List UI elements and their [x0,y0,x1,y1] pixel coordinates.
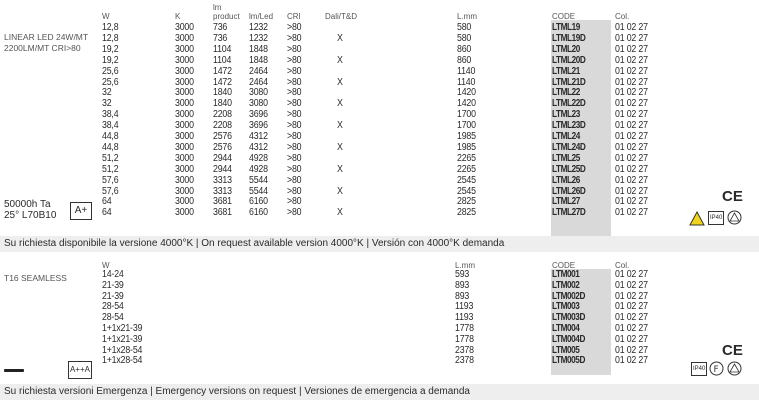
cell-lm-product: 3681 [213,196,232,208]
cell-w: 32 [102,87,112,99]
cell-lm-led: 2464 [249,65,268,77]
cell-lm-led: 5544 [249,185,268,197]
cell-k: 3000 [175,87,194,99]
cell-k: 3000 [175,109,194,121]
cell2-code: LTM003 [552,301,580,313]
cell-lmm: 2825 [457,196,476,208]
cell2-col: 01 02 27 [615,290,648,302]
cell-col: 01 02 27 [615,163,648,175]
cell-col: 01 02 27 [615,76,648,88]
cell2-code: LTM005D [552,355,585,367]
cell2-col: 01 02 27 [615,355,648,367]
triangle-circle-icon [727,361,742,376]
cell-lm-product: 2208 [213,109,232,121]
cell-col: 01 02 27 [615,22,648,33]
energy-class-badge-2: A++A [68,361,92,379]
product-description [4,32,88,54]
cell-w: 44,8 [102,131,119,142]
header2-lmm: L.mm [455,261,475,270]
cell-lmm: 1700 [457,109,476,121]
note-emergency-text: Su richiesta versioni Emergenza | Emergency versions on request | Versiones de emergencia a demanda [4,386,470,397]
cell-lm-led: 1848 [249,43,268,55]
cell-k: 3000 [175,163,194,175]
cell-col: 01 02 27 [615,65,648,77]
ce-mark-1: CE [722,188,743,205]
cell2-code: LTM005 [552,344,580,356]
cell-code: LTML22 [552,87,580,99]
cell-cri: >80 [287,76,302,88]
cell-code: LTML25 [552,152,580,164]
note-4000k-text: Su richiesta disponibile la versione 4000°K | On request available version 4000°K | Versión con 4000°K demanda [4,238,505,249]
cell-k: 3000 [175,196,194,208]
cell-lm-led: 1232 [249,22,268,33]
cell-lm-led: 1848 [249,54,268,66]
cell2-lmm: 1778 [455,323,474,334]
cell-cri: >80 [287,163,302,175]
cell-lmm: 1700 [457,120,476,132]
cell2-lmm: 1778 [455,333,474,345]
ip-rating-icon: IP40 [708,211,724,225]
cell2-code: LTM002 [552,279,580,291]
cell-code: LTML21 [552,65,580,77]
cell-lm-led: 6160 [249,207,268,219]
cell-lm-product: 1472 [213,65,232,77]
cell-lm-led: 3696 [249,109,268,121]
cell-col: 01 02 27 [615,98,648,110]
cell2-w: 1+1x21-39 [102,323,143,334]
cell-cri: >80 [287,87,302,99]
cell-w: 19,2 [102,43,119,55]
cell-lmm: 2825 [457,207,476,219]
cell-lm-product: 736 [213,32,228,44]
cell-col: 01 02 27 [615,54,648,66]
cell-k: 3000 [175,76,194,88]
cell-lm-product: 3313 [213,174,232,186]
cell-cri: >80 [287,32,302,44]
lifetime-line2: 25° L70B10 [4,210,57,221]
cell-lm-product: 3313 [213,185,232,197]
cell2-lmm: 2378 [455,344,474,356]
cell-lmm: 2545 [457,185,476,197]
cell-code: LTML27D [552,207,586,219]
cell-k: 3000 [175,54,194,66]
cell2-lmm: 2378 [455,355,474,367]
cell-col: 01 02 27 [615,185,648,197]
cell-k: 3000 [175,120,194,132]
cell-lm-product: 2944 [213,152,232,164]
product-description-line2: 2200LM/MT CRI>80 [4,43,81,53]
cell2-lmm: 893 [455,290,470,302]
header-k: K [175,12,181,21]
cell-lm-product: 736 [213,22,228,33]
product-description-line1: LINEAR LED 24W/MT [4,32,89,42]
cell-code: LTML24D [552,141,586,153]
cell-col: 01 02 27 [615,43,648,55]
note-bar-4000k [0,236,759,252]
cell-lm-product: 1104 [213,54,232,66]
cell-lmm: 1140 [457,65,476,77]
cell-lm-led: 1232 [249,32,268,44]
header2-w: W [102,261,110,270]
cell-lm-product: 2576 [213,141,232,153]
cell2-w: 1+1x28-54 [102,355,143,367]
cell2-w: 14-24 [102,269,124,280]
cell-cri: >80 [287,207,302,219]
cell-lm-led: 3696 [249,120,268,132]
cell-lmm: 1985 [457,131,476,142]
cell2-col: 01 02 27 [615,301,648,313]
cell-cri: >80 [287,65,302,77]
cell-w: 25,6 [102,65,119,77]
cell-cri: >80 [287,22,302,33]
cell2-lmm: 1193 [455,312,474,324]
ip-rating-icon-2: IP40 [691,362,707,376]
cell-w: 19,2 [102,54,119,66]
cell-k: 3000 [175,141,194,153]
cell-code: LTML19 [552,22,580,33]
cell-code: LTML27 [552,196,580,208]
cell-w: 44,8 [102,141,119,153]
cell-cri: >80 [287,152,302,164]
header-cri: CRI [287,12,301,21]
header2-code: CODE [552,261,576,270]
cell-lm-led: 4312 [249,141,268,153]
header-code: CODE [552,12,576,21]
cell-code: LTML19D [552,32,586,44]
cell-lmm: 2545 [457,174,476,186]
cell-k: 3000 [175,185,194,197]
cell-dali: X [337,54,343,66]
cell-col: 01 02 27 [615,152,648,164]
cell-code: LTML22D [552,98,586,110]
note-bar-emergency [0,384,759,400]
cell-cri: >80 [287,131,302,142]
cell2-lmm: 593 [455,269,470,280]
cell-cri: >80 [287,54,302,66]
cell-lmm: 1985 [457,141,476,153]
cell-lm-led: 3080 [249,98,268,110]
cell-code: LTML25D [552,163,586,175]
cell-code: LTML24 [552,131,580,142]
cell-dali: X [337,163,343,175]
cell-lm-led: 4928 [249,152,268,164]
cell-w: 12,8 [102,32,119,44]
cell-code: LTML20D [552,54,586,66]
cell-cri: >80 [287,109,302,121]
warning-triangle-icon [689,211,705,226]
cell2-w: 1+1x28-54 [102,344,143,356]
cell2-col: 01 02 27 [615,312,648,324]
cell2-w: 1+1x21-39 [102,333,143,345]
cell2-lmm: 1193 [455,301,474,313]
cell2-col: 01 02 27 [615,323,648,334]
cell-w: 12,8 [102,22,119,33]
cell-lmm: 580 [457,22,472,33]
cell-lmm: 1420 [457,87,476,99]
cell-w: 32 [102,98,112,110]
cell2-w: 28-54 [102,301,124,313]
cell2-code: LTM002D [552,290,585,302]
cell-code: LTML26 [552,174,580,186]
cell-lmm: 580 [457,32,472,44]
cell2-w: 28-54 [102,312,124,324]
ce-mark-2: CE [722,342,743,359]
cell-k: 3000 [175,65,194,77]
cell-code: LTML21D [552,76,586,88]
product2-description: T16 SEAMLESS [4,273,67,283]
cell-dali: X [337,98,343,110]
lifetime-info [4,199,56,221]
cell-lmm: 2265 [457,152,476,164]
header-w: W [102,12,110,21]
cell-w: 57,6 [102,185,119,197]
cell-lm-led: 6160 [249,196,268,208]
cell-lm-product: 2944 [213,163,232,175]
cell-dali: X [337,76,343,88]
cell-lm-led: 2464 [249,76,268,88]
cell2-code: LTM004 [552,323,580,334]
cell2-col: 01 02 27 [615,279,648,291]
cell-dali: X [337,141,343,153]
cell-lm-led: 4928 [249,163,268,175]
cell-k: 3000 [175,207,194,219]
cell-k: 3000 [175,152,194,164]
cell-col: 01 02 27 [615,174,648,186]
cell-code: LTML23D [552,120,586,132]
cell-w: 51,2 [102,152,119,164]
cell-dali: X [337,207,343,219]
cell-dali: X [337,185,343,197]
cell-lm-led: 5544 [249,174,268,186]
cell-cri: >80 [287,43,302,55]
cell-dali: X [337,32,343,44]
cell-w: 38,4 [102,120,119,132]
cell-k: 3000 [175,43,194,55]
lifetime-line1: 50000h Ta [4,199,51,210]
cell-lm-product: 2576 [213,131,232,142]
cell-cri: >80 [287,174,302,186]
cell-code: LTML20 [552,43,580,55]
cell-w: 25,6 [102,76,119,88]
cell2-code: LTM003D [552,312,585,324]
f-circle-icon [727,210,742,225]
energy-class-badge: A+ [70,202,92,220]
header-lm-product: lm product [213,3,240,21]
cell-lm-led: 3080 [249,87,268,99]
cell-col: 01 02 27 [615,141,648,153]
cell2-code: LTM004D [552,333,585,345]
cell-lm-led: 4312 [249,131,268,142]
cell-col: 01 02 27 [615,109,648,121]
header-col: Col. [615,12,630,21]
cell-lm-product: 1104 [213,43,232,55]
cell-lm-product: 1472 [213,76,232,88]
cell-w: 57,6 [102,174,119,186]
header-dali: Dali/T&D [325,12,358,21]
cell2-lmm: 893 [455,279,470,291]
cell-lm-product: 3681 [213,207,232,219]
cell-col: 01 02 27 [615,32,648,44]
cell2-w: 21-39 [102,290,124,302]
cell-lm-product: 2208 [213,120,232,132]
cell-k: 3000 [175,98,194,110]
cell-cri: >80 [287,120,302,132]
cell-w: 64 [102,207,112,219]
cell-w: 38,4 [102,109,119,121]
cell2-col: 01 02 27 [615,344,648,356]
cell-lmm: 1420 [457,98,476,110]
cell-col: 01 02 27 [615,131,648,142]
cell-lmm: 860 [457,54,472,66]
header2-col: Col. [615,261,630,270]
cell2-col: 01 02 27 [615,333,648,345]
cell-k: 3000 [175,131,194,142]
cell-k: 3000 [175,32,194,44]
cell-lmm: 1140 [457,76,476,88]
header-lmm: L.mm [457,12,477,21]
cell-lm-product: 1840 [213,98,232,110]
cell-cri: >80 [287,141,302,153]
cell-col: 01 02 27 [615,87,648,99]
cell-lmm: 2265 [457,163,476,175]
cell2-code: LTM001 [552,269,580,280]
cell-cri: >80 [287,98,302,110]
cell-col: 01 02 27 [615,120,648,132]
cell-col: 01 02 27 [615,207,648,219]
cell-cri: >80 [287,196,302,208]
cell2-col: 01 02 27 [615,269,648,280]
cell-lm-product: 1840 [213,87,232,99]
f-circle-icon-2 [709,361,724,376]
cell-col: 01 02 27 [615,196,648,208]
cell-code: LTML26D [552,185,586,197]
cell-code: LTML23 [552,109,580,121]
cell2-w: 21-39 [102,279,124,291]
cell-k: 3000 [175,22,194,33]
cell-lmm: 860 [457,43,472,55]
cell-cri: >80 [287,185,302,197]
cell-k: 3000 [175,174,194,186]
cell-w: 64 [102,196,112,208]
cell-w: 51,2 [102,163,119,175]
header-lm-led: lm/Led [249,12,274,21]
f-letter: F [713,365,719,375]
lamp-tube-icon [4,369,24,372]
cell-dali: X [337,120,343,132]
